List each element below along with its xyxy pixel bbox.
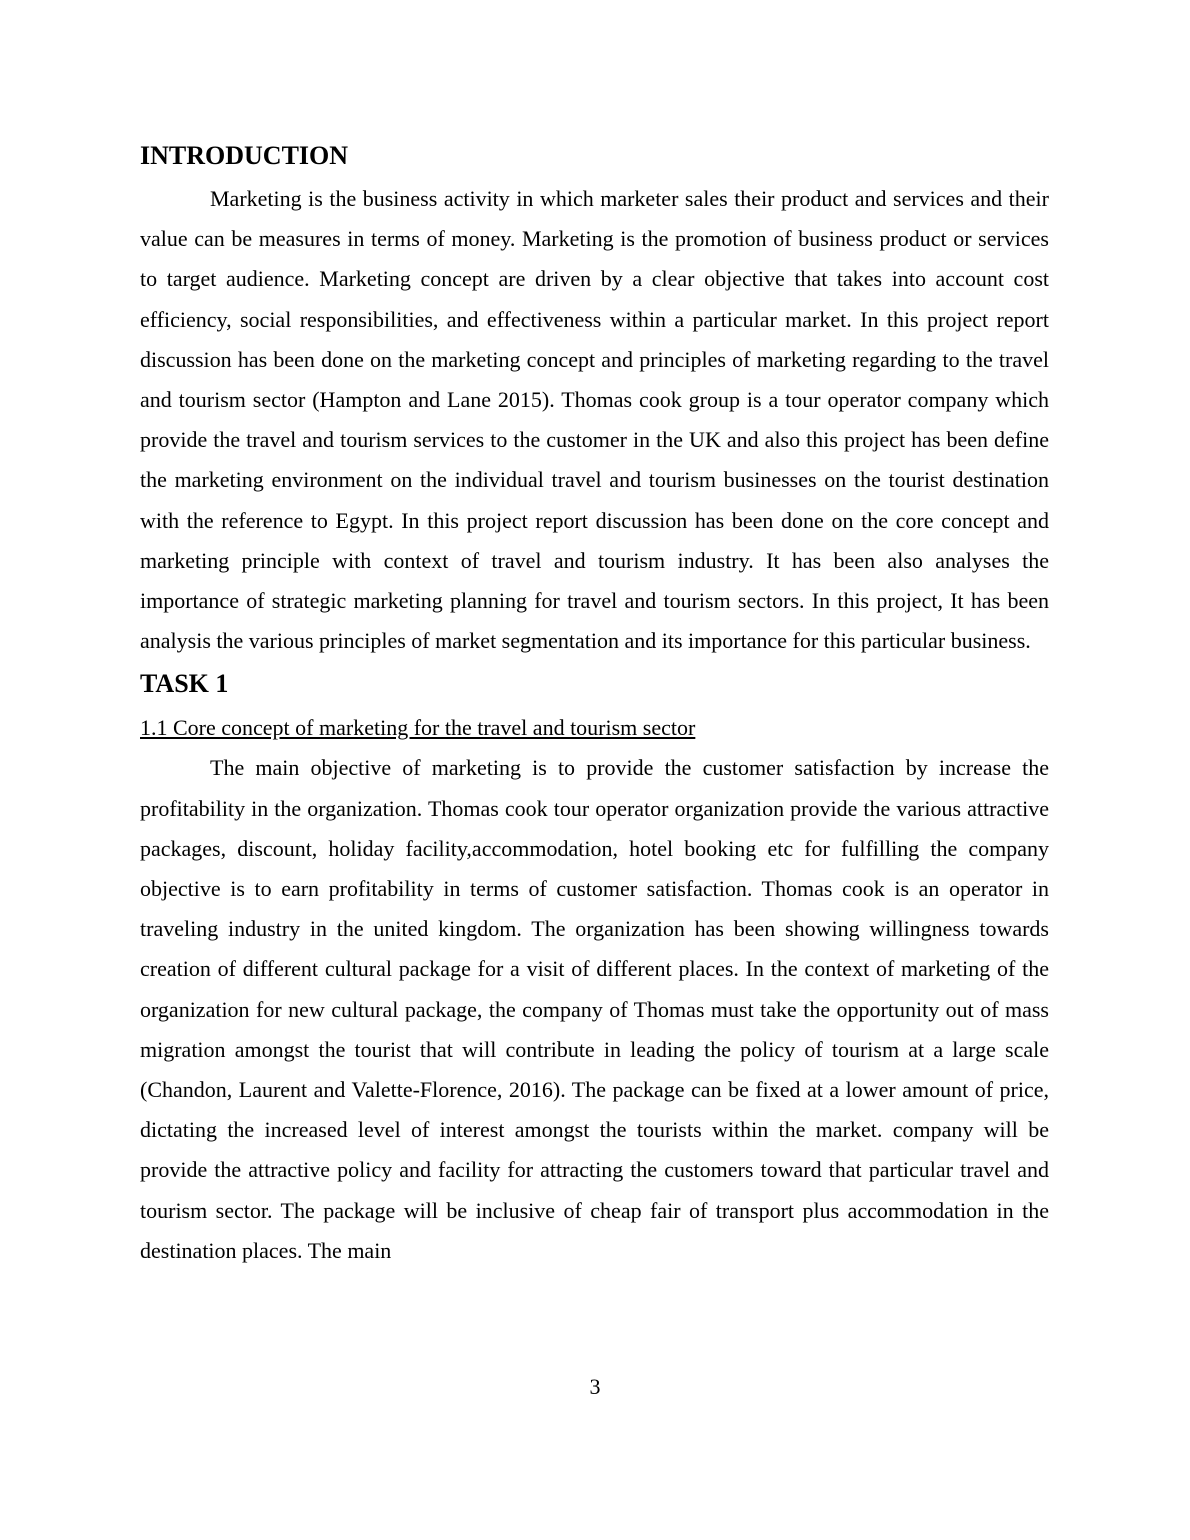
- task-heading: TASK 1: [140, 669, 229, 699]
- page-number: 3: [589, 1374, 601, 1399]
- page-content: [140, 138, 1049, 1271]
- introduction-paragraph: Marketing is the business activity in which marketer sales their product and services and their value can be measures in terms of money. Marketing is the promotion of business product or services to target audience. Marketing concept are driven by a clear objective that takes into account cost efficiency, social responsibilities, and effectiveness within a particular market. In this project report discussion has been done on the marketing concept and principles of marketing regarding to the travel and tourism sector (Hampton and Lane 2015). Thomas cook group is a tour operator company which provide the travel and tourism services to the customer in the UK and also this project has been define the marketing environment on the individual travel and tourism businesses on the tourist destination with the reference to Egypt. In this project report discussion has been done on the core concept and marketing principle with context of travel and tourism industry. It has been also analyses the importance of strategic marketing planning for travel and tourism sectors. In this project, It has been analysis the various principles of market segmentation and its importance for this particular business.: [140, 186, 1049, 654]
- section-paragraph: The main objective of marketing is to provide the customer satisfaction by increase the profitability in the organization. Thomas cook tour operator organization provide the various attractive packages, discount, holiday facility,accommodation, hotel booking etc for fulfilling the company objective is to earn profitability in terms of customer satisfaction. Thomas cook is an operator in traveling industry in the united kingdom. The organization has been showing willingness towards creation of different cultural package for a visit of different places. In the context of marketing of the organization for new cultural package, the company of Thomas must take the opportunity out of mass migration amongst the tourist that will contribute in leading the policy of tourism at a large scale (Chandon, Laurent and Valette-Florence, 2016). The package can be fixed at a lower amount of price, dictating the increased level of interest amongst the tourists within the market. company will be provide the attractive policy and facility for attracting the customers toward that particular travel and tourism sector. The package will be inclusive of cheap fair of transport plus accommodation in the destination places. The main: [140, 755, 1049, 1263]
- section-heading: 1.1 Core concept of marketing for the travel and tourism sector: [140, 715, 696, 741]
- introduction-heading: INTRODUCTION: [140, 141, 349, 170]
